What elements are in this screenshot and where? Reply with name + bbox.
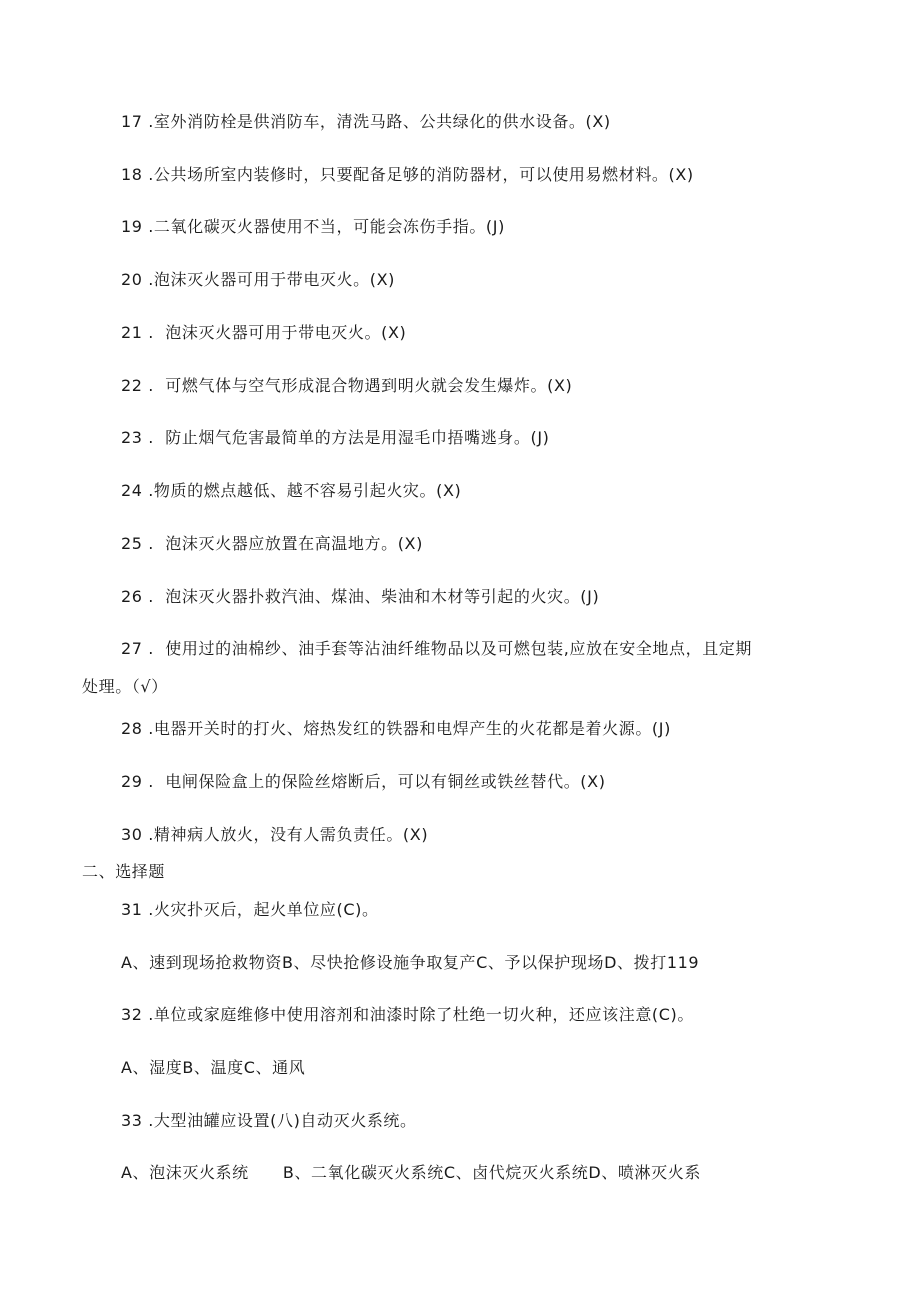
question-32: 32 .单位或家庭维修中使用溶剂和油漆时除了杜绝一切火种，还应该注意(C)。 — [121, 1005, 694, 1024]
true-false-item-27: 27 . 使用过的油棉纱、油手套等沾油纤维物品以及可燃包装,应放在安全地点，且定期 — [121, 639, 752, 658]
true-false-item-28: 28 .电器开关时的打火、熔热发红的铁器和电焊产生的火花都是着火源。(J) — [121, 719, 671, 738]
question-31: 31 .火灾扑灭后，起火单位应(C)。 — [121, 900, 379, 919]
true-false-item-17: 17 .室外消防栓是供消防车，清洗马路、公共绿化的供水设备。(X) — [121, 112, 611, 131]
true-false-item-29: 29 . 电闸保险盒上的保险丝熔断后，可以有铜丝或铁丝替代。(X) — [121, 772, 606, 791]
question-33: 33 .大型油罐应设置(八)自动灭火系统。 — [121, 1111, 417, 1130]
true-false-item-30: 30 .精神病人放火，没有人需负责任。(X) — [121, 825, 429, 844]
true-false-item-22: 22 . 可燃气体与空气形成混合物遇到明火就会发生爆炸。(X) — [121, 376, 573, 395]
true-false-item-27-continuation: 处理。（√） — [82, 677, 168, 696]
true-false-item-19: 19 .二氧化碳灭火器使用不当，可能会冻伤手指。(J) — [121, 217, 505, 236]
question-31-options: A、速到现场抢救物资B、尽快抢修设施争取复产C、予以保护现场D、拨打119 — [121, 953, 700, 972]
true-false-item-24: 24 .物质的燃点越低、越不容易引起火灾。(X) — [121, 481, 462, 500]
question-33-options: A、泡沫灭火系统 B、二氧化碳灭火系统C、卤代烷灭火系统D、喷淋灭火系 — [121, 1163, 701, 1182]
true-false-item-21: 21 . 泡沫灭火器可用于带电灭火。(X) — [121, 323, 407, 342]
true-false-item-26: 26 . 泡沫灭火器扑救汽油、煤油、柴油和木材等引起的火灾。(J) — [121, 587, 600, 606]
section-heading: 二、选择题 — [82, 862, 166, 881]
true-false-item-25: 25 . 泡沫灭火器应放置在高温地方。(X) — [121, 534, 423, 553]
true-false-item-23: 23 . 防止烟气危害最简单的方法是用湿毛巾捂嘴逃身。(J) — [121, 428, 550, 447]
question-32-options: A、湿度B、温度C、通风 — [121, 1058, 306, 1077]
true-false-item-20: 20 .泡沫灭火器可用于带电灭火。(X) — [121, 270, 395, 289]
true-false-item-18: 18 .公共场所室内装修时，只要配备足够的消防器材，可以使用易燃材料。(X) — [121, 165, 694, 184]
